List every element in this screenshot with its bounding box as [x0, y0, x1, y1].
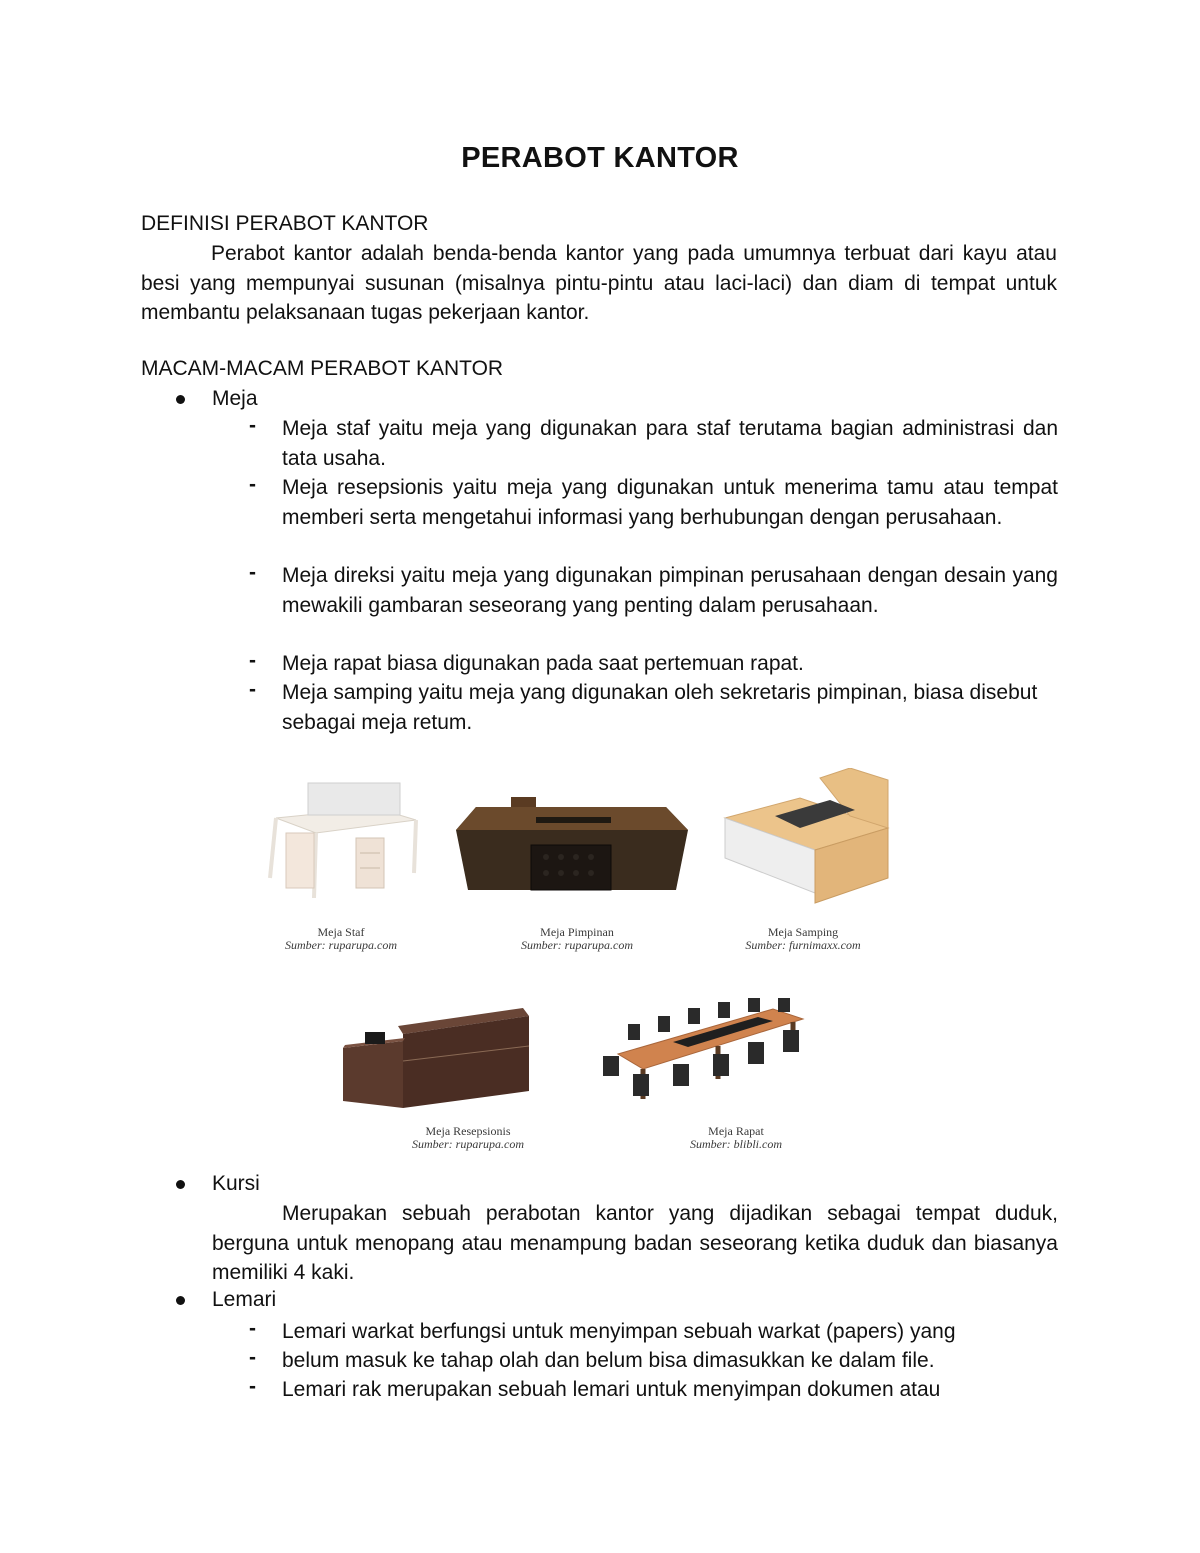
- bullet-dot-icon: [176, 1180, 185, 1189]
- definition-paragraph: [141, 239, 1057, 328]
- definition-heading: DEFINISI PERABOT KANTOR: [141, 212, 429, 235]
- reception-desk-image: [343, 1006, 533, 1116]
- kursi-paragraph: [212, 1199, 1058, 1288]
- list-item-text: belum masuk ke tahap olah dan belum bisa dimasukkan ke dalam file.: [282, 1349, 935, 1372]
- types-heading: MACAM-MACAM PERABOT KANTOR: [141, 357, 504, 380]
- bullet-label: Kursi: [212, 1172, 260, 1195]
- dash-icon: -: [249, 1346, 256, 1369]
- dash-icon: -: [249, 561, 256, 584]
- list-item-text: Meja direksi yaitu meja yang digunakan pimpinan perusahaan dengan desain yang mewakili gambaran seseorang yang penting dalam perusahaan.: [282, 564, 1058, 617]
- dash-icon: -: [249, 1375, 256, 1398]
- figure-source: Sumber: ruparupa.com: [285, 938, 397, 952]
- figure-caption: [241, 926, 441, 952]
- page-title: PERABOT KANTOR: [461, 142, 739, 174]
- figure-source: Sumber: ruparupa.com: [521, 938, 633, 952]
- figure-caption: [368, 1125, 568, 1151]
- list-item-text: Lemari rak merupakan sebuah lemari untuk menyimpan dokumen atau: [282, 1378, 941, 1401]
- dash-icon: -: [249, 473, 256, 496]
- figure-name: Meja Rapat: [708, 1124, 764, 1138]
- staff-desk-image: [256, 778, 426, 918]
- executive-desk-image: [456, 795, 688, 905]
- figure-source: Sumber: blibli.com: [690, 1137, 782, 1151]
- list-item-text: Meja resepsionis yaitu meja yang digunakan untuk menerima tamu atau tempat memberi serta mengetahui informasi yang berhubungan dengan perusahaan.: [282, 476, 1058, 529]
- dash-icon: -: [249, 1317, 256, 1340]
- meeting-table-image: [598, 994, 813, 1124]
- figure-source: Sumber: ruparupa.com: [412, 1137, 524, 1151]
- bullet-dot-icon: [176, 395, 185, 404]
- figure-name: Meja Samping: [767, 925, 839, 939]
- figure-caption: [703, 926, 903, 952]
- figure-caption: [477, 926, 677, 952]
- figure-name: Meja Pimpinan: [540, 925, 614, 939]
- bullet-label: Lemari: [212, 1288, 277, 1311]
- list-item-text: Meja staf yaitu meja yang digunakan para staf terutama bagian administrasi dan tata usaha.: [282, 417, 1058, 470]
- figure-source: Sumber: furnimaxx.com: [745, 938, 861, 952]
- side-desk-image: [720, 768, 890, 928]
- dash-icon: -: [249, 414, 256, 437]
- list-item-text: Meja samping yaitu meja yang digunakan oleh sekretaris pimpinan, biasa disebut sebagai meja retum.: [282, 681, 1038, 734]
- dash-icon: -: [249, 678, 256, 701]
- figure-name: Meja Staf: [317, 925, 365, 939]
- list-item-text: Meja rapat biasa digunakan pada saat pertemuan rapat.: [282, 652, 804, 675]
- dash-icon: -: [249, 649, 256, 672]
- list-item-text: Lemari warkat berfungsi untuk menyimpan sebuah warkat (papers) yang: [282, 1320, 956, 1343]
- kursi-text: Merupakan sebuah perabotan kantor yang dijadikan sebagai tempat duduk, berguna untuk menopang atau menampung badan seseorang ketika duduk dan biasanya memiliki 4 kaki.: [212, 1202, 1058, 1284]
- bullet-dot-icon: [176, 1296, 185, 1305]
- figure-name: Meja Resepsionis: [425, 1124, 511, 1138]
- figure-caption: [636, 1125, 836, 1151]
- definition-text: Perabot kantor adalah benda-benda kantor yang pada umumnya terbuat dari kayu atau besi yang mempunyai susunan (misalnya pintu-pintu atau laci-laci) dan diam di tempat untuk membantu pelaksanaan tugas pekerjaan kantor.: [141, 242, 1057, 324]
- bullet-label: Meja: [212, 387, 258, 410]
